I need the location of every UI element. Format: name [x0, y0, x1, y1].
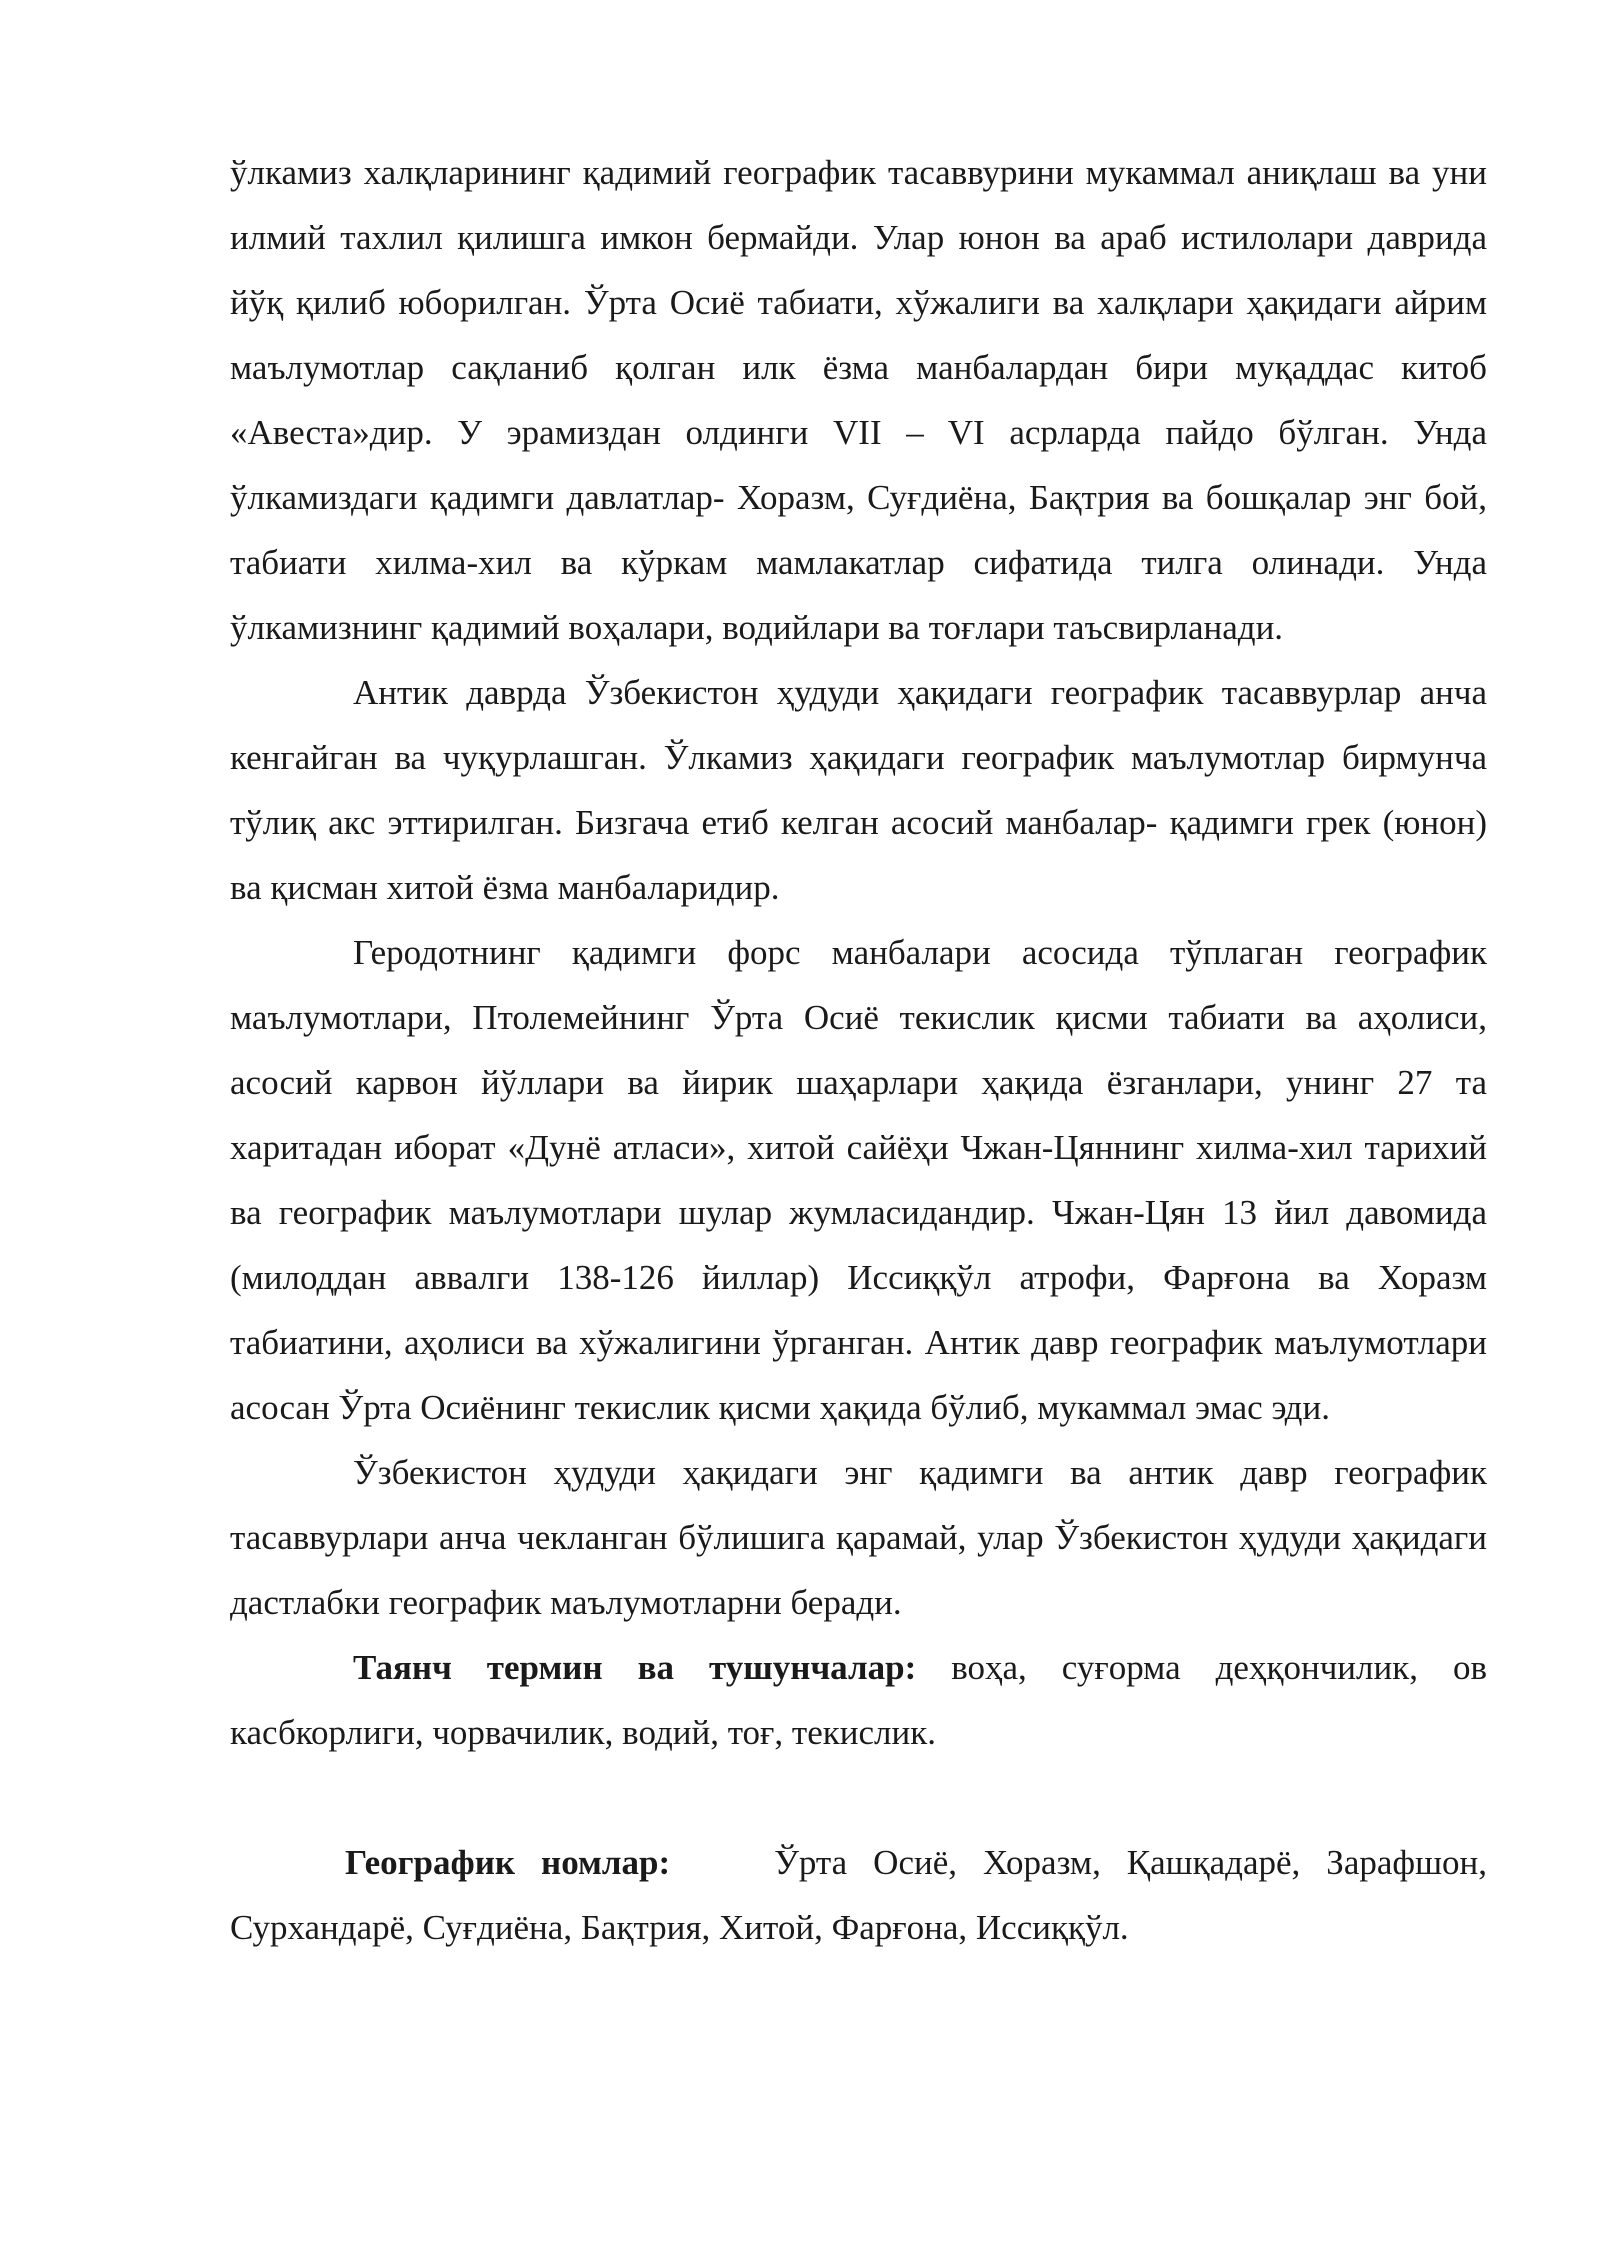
paragraph-conclusion: Ўзбекистон ҳудуди ҳақидаги энг қадимги ва антик давр географик тасаввурлари анча чекланган бўлишига қарамай, улар Ўзбекистон ҳудуди ҳақидаги дастлабки географик маълумотларни беради.: [230, 1453, 1487, 1622]
place-names-label: Географик номлар:: [345, 1843, 671, 1882]
paragraph-herodotus-ptolemy: Геродотнинг қадимги форс манбалари асосида тўплаган географик маълумотлари, Птолемейнинг Ўрта Осиё текислик қисми табиати ва аҳолиси, асосий карвон йўллари ва йирик шаҳарлари ҳақида ёзганлари, унинг 27 та харитадан иборат «Дунё атласи», хитой сайёҳи Чжан-Цяннинг хилма-хил тарихий ва географик маълумотлари шулар жумласидандир. Чжан-Цян 13 йил давомида (милоддан аввалги 138-126 йиллар) Иссиққўл атрофи, Фарғона ва Хоразм табиатини, аҳолиси ва хўжалигини ўрганган. Антик давр географик маълумотлари асосан Ўрта Осиёнинг текислик қисми ҳақида бўлиб, мукаммал эмас эди.: [230, 933, 1487, 1427]
document-page: [230, 140, 1496, 1960]
spacer: [230, 1765, 1487, 1830]
paragraph-antique-period: Антик даврда Ўзбекистон ҳудуди ҳақидаги географик тасаввурлар анча кенгайган ва чуқурлашган. Ўлкамиз ҳақидаги географик маълумотлар бирмунча тўлиқ акс эттирилган. Бизгача етиб келган асосий манбалар- қадимги грек (юнон) ва қисман хитой ёзма манбаларидир.: [230, 673, 1487, 907]
place-names-text: Ўрта Осиё, Хоразм, Қашқадарё, Зарафшон, Сурхандарё, Суғдиёна, Бақтрия, Хитой, Фарғона, Иссиққўл.: [230, 1843, 1496, 1947]
key-terms-label: Таянч термин ва тушунчалар:: [353, 1648, 917, 1687]
place-names-paragraph: [230, 1830, 1496, 1960]
key-terms-paragraph: [230, 1635, 1487, 1765]
key-terms-text: воҳа, суғорма деҳқончилик, ов касбкорлиги, чорвачилик, водий, тоғ, текислик.: [230, 1648, 1487, 1752]
paragraph-avesta: ўлкамиз халқларининг қадимий географик тасаввурини мукаммал аниқлаш ва уни илмий тахлил қилишга имкон бермайди. Улар юнон ва араб истилолари даврида йўқ қилиб юборилган. Ўрта Осиё табиати, хўжалиги ва халқлари ҳақидаги айрим маълумотлар сақланиб қолган илк ёзма манбалардан бири муқаддас китоб «Авеста»дир. У эрамиздан олдинги VII – VI асрларда пайдо бўлган. Унда ўлкамиздаги қадимги давлатлар- Хоразм, Суғдиёна, Бақтрия ва бошқалар энг бой, табиати хилма-хил ва кўркам мамлакатлар сифатида тилга олинади. Унда ўлкамизнинг қадимий воҳалари, водийлари ва тоғлари таъсвирланади.: [230, 153, 1487, 647]
